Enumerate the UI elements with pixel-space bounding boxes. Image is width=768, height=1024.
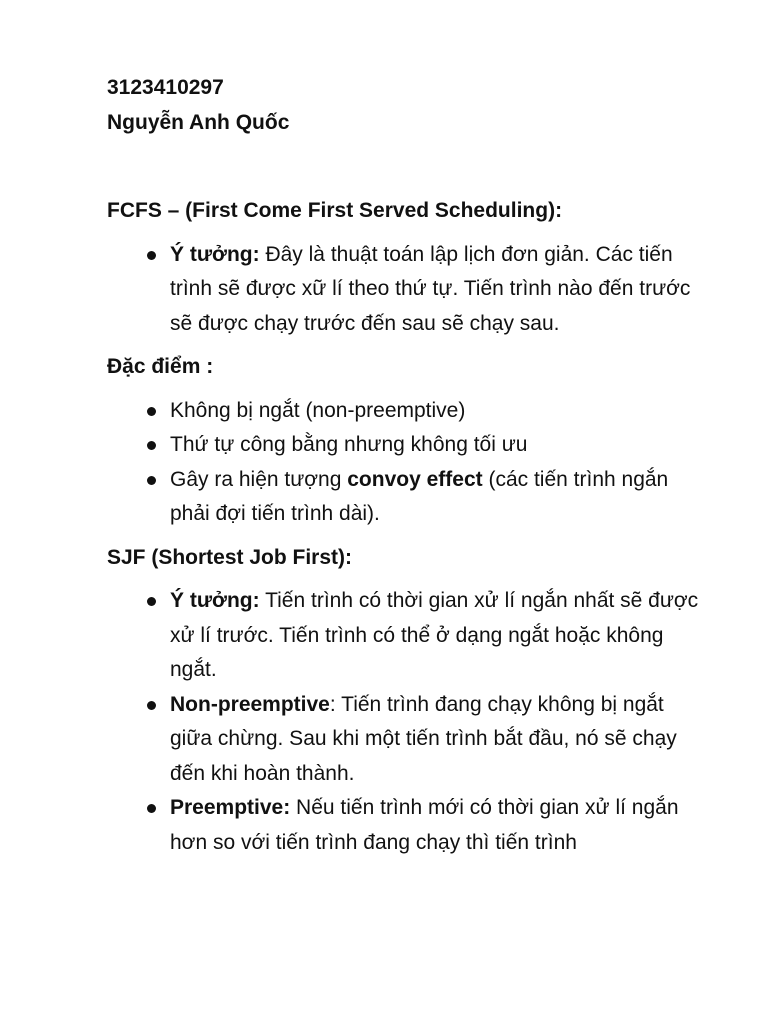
fcfs-idea-label: Ý tưởng: (170, 242, 260, 266)
feature-bold-term: convoy effect (347, 467, 483, 491)
sjf-item-label: Preemptive: (170, 796, 291, 819)
document-body (107, 71, 707, 860)
bullet-icon (147, 701, 156, 710)
list-item (107, 584, 710, 688)
fcfs-features-heading: Đặc điểm : (107, 355, 214, 378)
student-id: 3123410297 (107, 76, 224, 99)
sjf-item-label: Non-preemptive (170, 692, 330, 716)
bullet-icon (147, 804, 156, 813)
sjf-item-label: Ý tưởng: (170, 589, 260, 612)
list-item (107, 791, 710, 860)
student-name: Nguyễn Anh Quốc (107, 110, 290, 134)
bullet-icon (147, 407, 156, 416)
feature-text: Không bị ngắt (non-preemptive) (170, 398, 466, 422)
sjf-item-text: Tiến trình có thời gian xử lí ngắn nhất sẽ được xử lí trước. Tiến trình có thể ở dạng ngắt hoặc không ngắt. (170, 589, 699, 681)
sjf-heading: SJF (Shortest Job First): (107, 545, 353, 569)
bullet-icon (147, 441, 156, 450)
sjf-item-text: : Tiến trình đang chạy không bị ngắt giữa chừng. Sau khi một tiến trình bắt đầu, nó sẽ chạy đến khi hoàn thành. (170, 692, 677, 785)
list-item (107, 688, 710, 792)
fcfs-idea-text: Đây là thuật toán lập lịch đơn giản. Các tiến trình sẽ được xữ lí theo thứ tự. Tiến trình nào đến trước sẽ được chạy trước đến sau sẽ chạy sau. (170, 242, 691, 335)
feature-text-post: (các tiến trình ngắn phải đợi tiến trình dài). (170, 467, 669, 525)
bullet-icon (147, 597, 156, 606)
list-item (107, 428, 710, 463)
list-item (107, 463, 710, 532)
feature-text: Thứ tự công bằng nhưng không tối ưu (170, 433, 528, 456)
list-item (107, 238, 710, 342)
bullet-icon (147, 476, 156, 485)
fcfs-idea-list (107, 238, 707, 342)
fcfs-heading: FCFS – (First Come First Served Scheduling): (107, 199, 563, 222)
sjf-list (107, 584, 707, 860)
feature-text: Gây ra hiện tượng (170, 467, 348, 491)
list-item (107, 394, 710, 429)
fcfs-features-list (107, 394, 707, 532)
bullet-icon (147, 251, 156, 260)
sjf-item-text: Nếu tiến trình mới có thời gian xử lí ngắn hơn so với tiến trình đang chạy thì tiến trình (170, 796, 679, 854)
